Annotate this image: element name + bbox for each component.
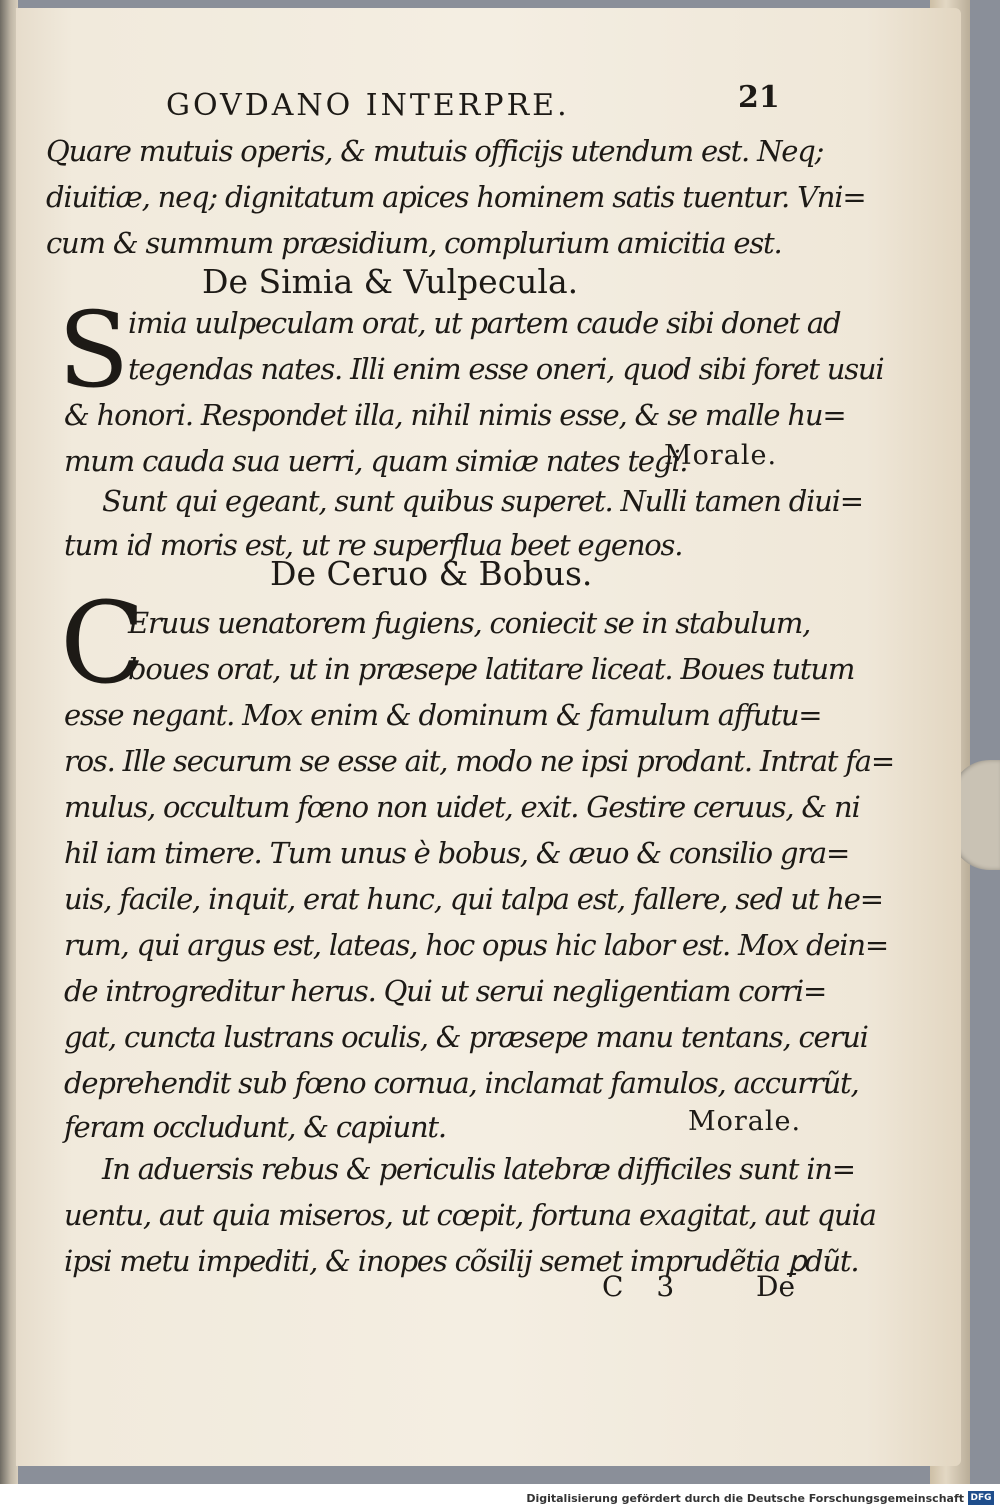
moral-label: Morale. [664, 440, 778, 471]
text-line: Quare mutuis operis, & mutuis officijs utendum est. Neq; [46, 134, 824, 168]
text-line: de introgreditur herus. Qui ut serui negligentiam corri= [64, 974, 827, 1008]
moral-text-line: Sunt qui egeant, sunt quibus superet. Nulli tamen diui= [102, 484, 863, 518]
drop-cap: S [58, 289, 130, 411]
dfg-logo-icon: DFG [968, 1491, 994, 1505]
moral-text-line: In aduersis rebus & periculis latebræ difficiles sunt in= [102, 1152, 855, 1186]
text-line: hil iam timere. Tum unus è bobus, & æuo & consilio gra= [64, 836, 850, 870]
moral-label: Morale. [688, 1106, 802, 1137]
funding-credit: Digitalisierung gefördert durch die Deutsche Forschungsgemeinschaft [526, 1492, 964, 1505]
text-line: mum cauda sua uerri, quam simiæ nates tegi. [64, 444, 688, 478]
text-line: feram occludunt, & capiunt. [64, 1110, 446, 1144]
text-line: gat, cuncta lustrans oculis, & præsepe manu tentans, cerui [64, 1020, 868, 1054]
text-line: boues orat, ut in præsepe latitare liceat. Boues tutum [128, 652, 855, 686]
page-number: 21 [738, 80, 780, 115]
book-page [16, 8, 961, 1466]
text-line: Eruus uenatorem fugiens, coniecit se in stabulum, [128, 606, 811, 640]
text-line: & honori. Respondet illa, nihil nimis esse, & se malle hu= [64, 398, 846, 432]
running-title: GOVDANO INTERPRE. [166, 88, 570, 123]
text-line: cum & summum præsidium, complurium amicitia est. [46, 226, 782, 260]
fable-title: De Ceruo & Bobus. [270, 554, 593, 593]
moral-text-line: tum id moris est, ut re superflua beet egenos. [64, 528, 683, 562]
moral-text-line: ipsi metu impediti, & inopes cõsilij semet imprudẽtia ꝑdũt. [64, 1244, 859, 1278]
text-line: rum, qui argus est, lateas, hoc opus hic labor est. Mox dein= [64, 928, 888, 962]
text-line: ros. Ille securum se esse ait, modo ne ipsi prodant. Intrat fa= [64, 744, 894, 778]
signature-mark: C 3 [602, 1270, 687, 1303]
text-line: uis, facile, inquit, erat hunc, qui talpa est, fallere, sed ut he= [64, 882, 883, 916]
text-line: deprehendit sub fœno cornua, inclamat famulos, accurrũt, [64, 1066, 859, 1100]
text-line: diuitiæ, neq; dignitatum apices hominem satis tuentur. Vni= [46, 180, 866, 214]
text-line: mulus, occultum fœno non uidet, exit. Gestire ceruus, & ni [64, 790, 860, 824]
moral-text-line: uentu, aut quia miseros, ut cœpit, fortuna exagitat, aut quia [64, 1198, 876, 1232]
fable-title: De Simia & Vulpecula. [202, 262, 579, 301]
drop-cap: C [60, 579, 146, 709]
text-line: esse negant. Mox enim & dominum & famulum affutu= [64, 698, 822, 732]
text-line: imia uulpeculam orat, ut partem caude sibi donet ad [128, 306, 841, 340]
catchword: De [756, 1270, 796, 1303]
text-line: tegendas nates. Illi enim esse oneri, quod sibi foret usui [128, 352, 884, 386]
